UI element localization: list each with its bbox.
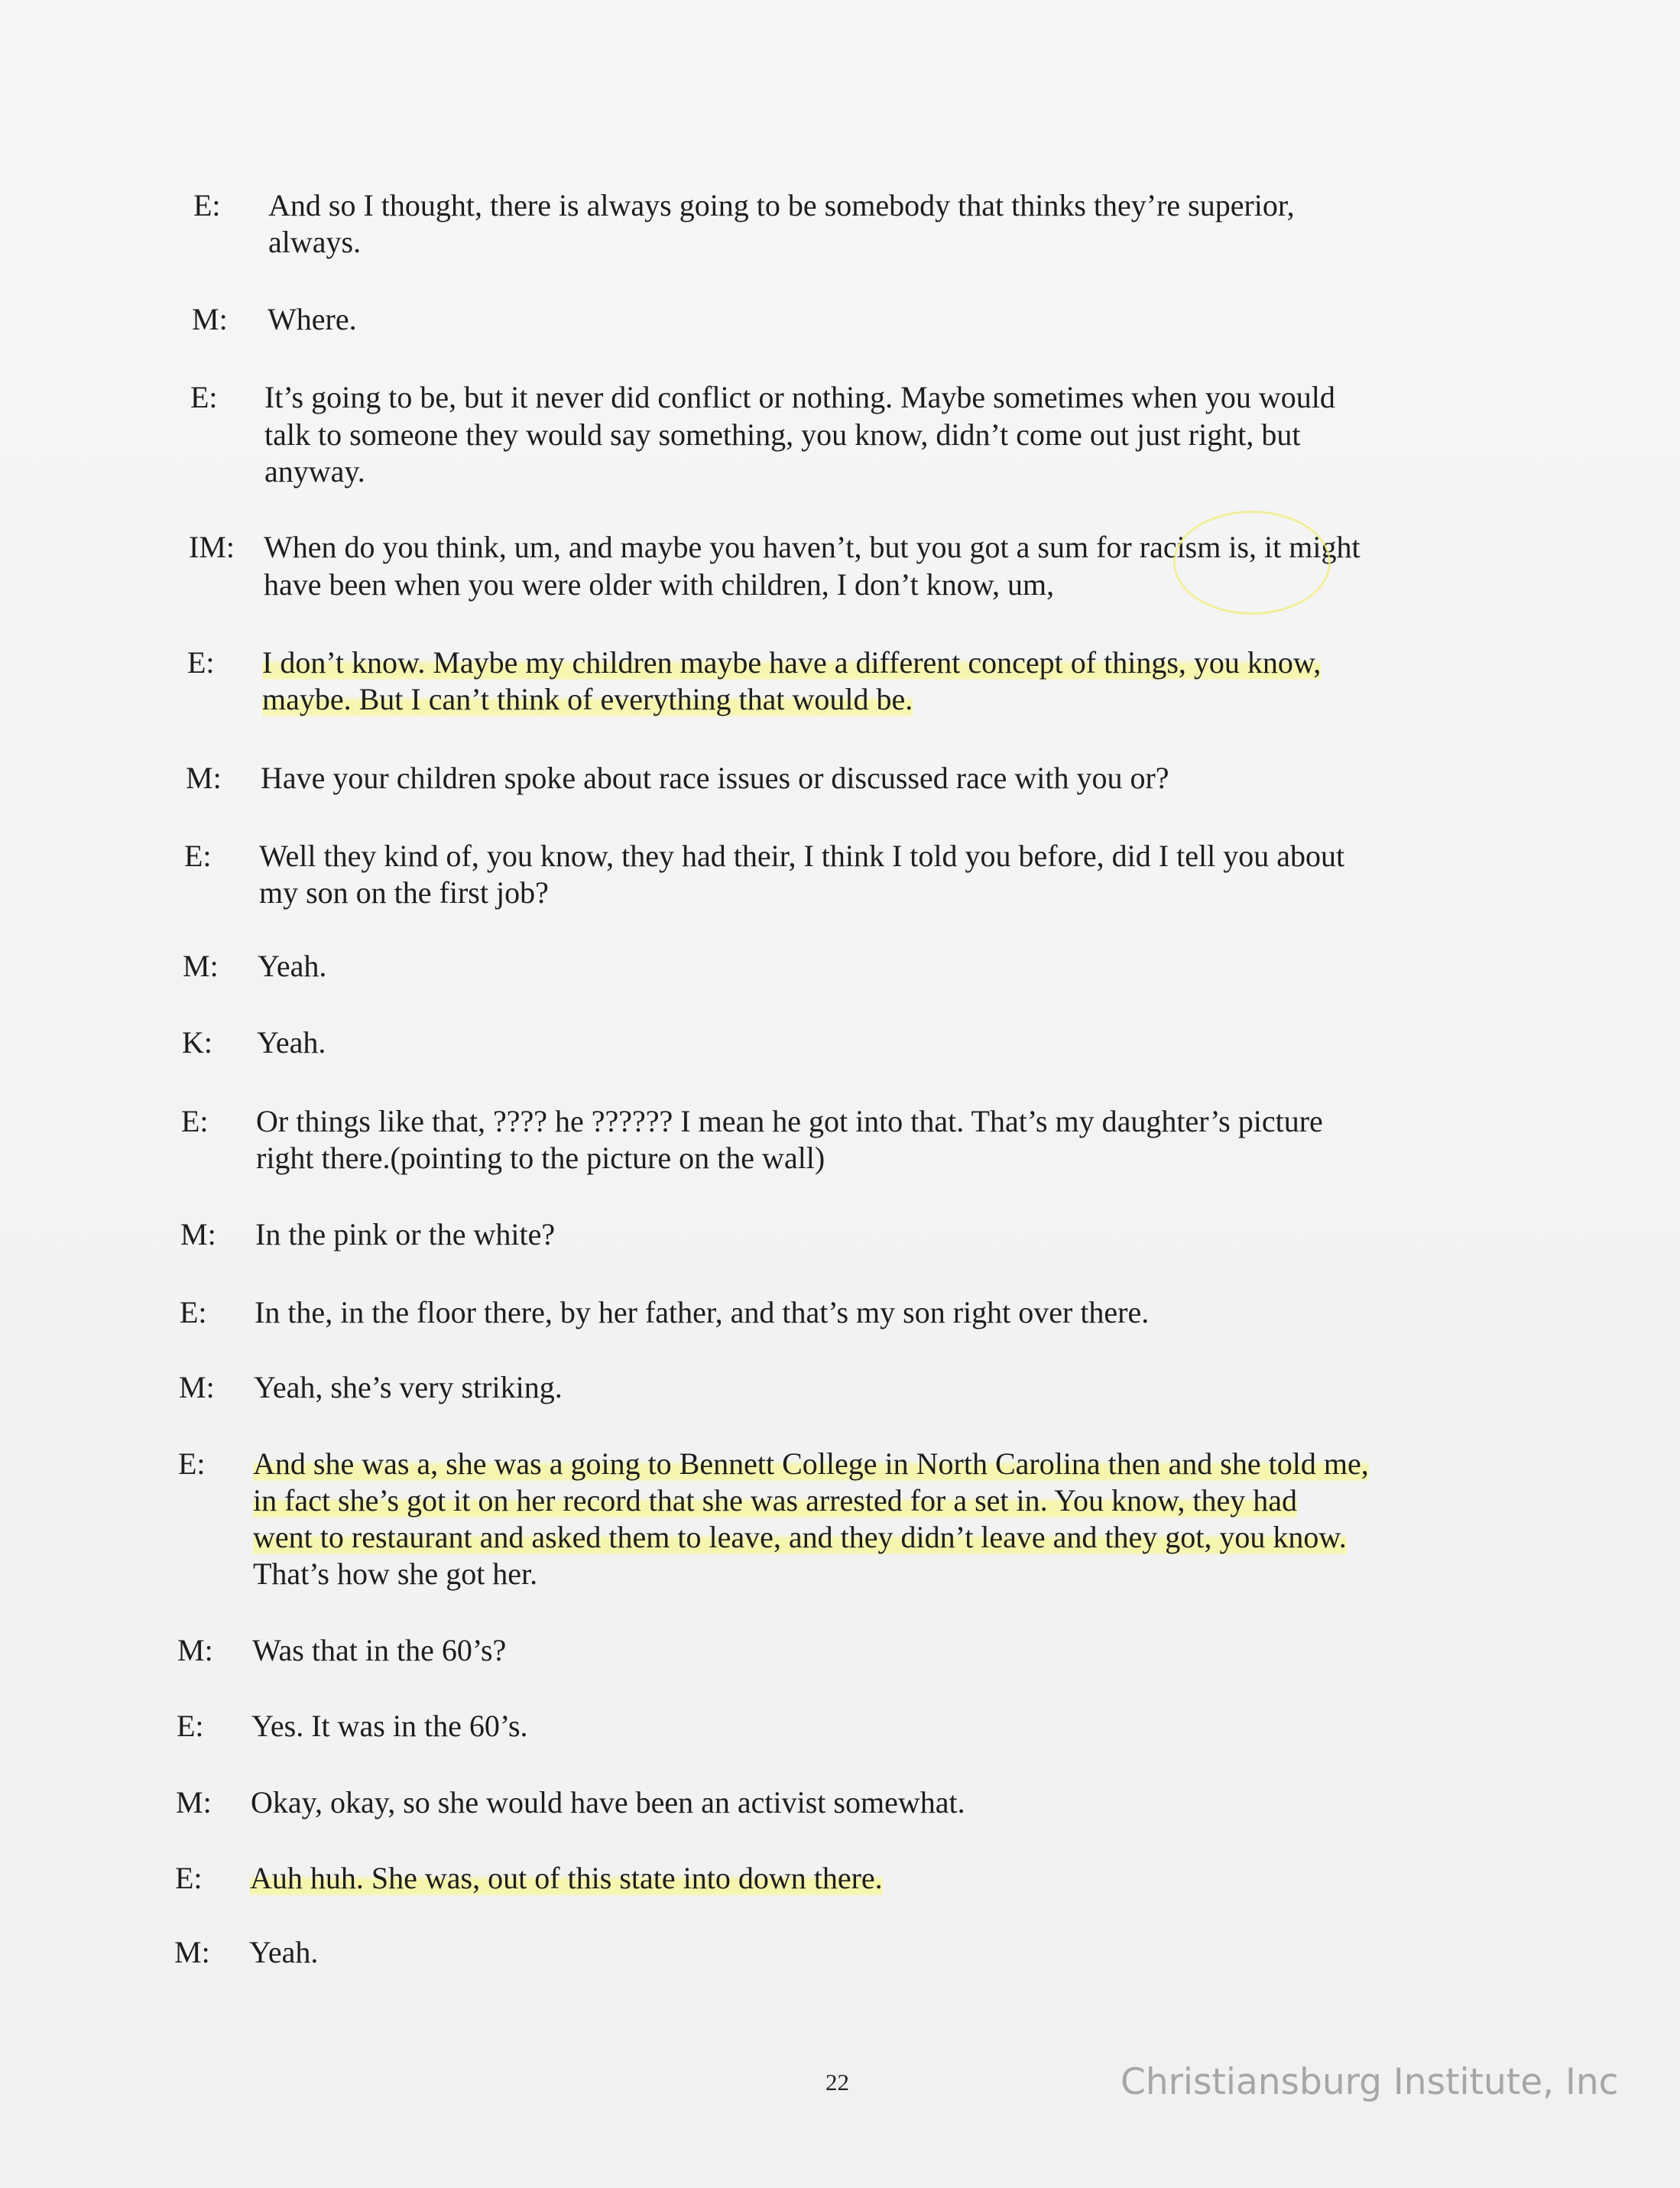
speaker-label: E: <box>190 380 218 414</box>
transcript-entry <box>190 379 1505 490</box>
utterance-line: right there.(pointing to the picture on the wall) <box>256 1141 825 1175</box>
transcript-entry <box>182 1024 641 1063</box>
utterance-line: anyway. <box>264 454 365 489</box>
transcript-entry <box>193 187 1493 264</box>
transcript-entry <box>187 644 1517 721</box>
utterance-line: In the pink or the white? <box>255 1217 556 1251</box>
utterance-line: I don’t know. Maybe my children maybe have a different concept of things, you know, <box>262 645 1322 680</box>
speaker-label: E: <box>193 188 221 222</box>
speaker-label: E: <box>184 839 212 873</box>
utterance-line: Yes. It was in the 60’s. <box>251 1709 528 1743</box>
utterance-line: maybe. But I can’t think of everything that would be. <box>262 682 913 716</box>
utterance-line: Where. <box>268 302 357 336</box>
speaker-label: IM: <box>189 530 235 564</box>
transcript-entry <box>184 838 1514 914</box>
speaker-label: M: <box>180 1217 216 1251</box>
pen-circle-mark <box>1173 511 1331 615</box>
transcript-entry <box>177 1632 865 1670</box>
transcript-entry <box>175 1860 1169 1898</box>
transcript-entry <box>178 1446 1523 1599</box>
page-number: 22 <box>825 2069 849 2095</box>
transcript-entry <box>179 1369 943 1407</box>
transcript-entry <box>180 1216 945 1255</box>
transcript-entry <box>192 301 1491 339</box>
utterance-line: Have your children spoke about race issues or discussed race with you or? <box>261 761 1169 795</box>
utterance-line: Auh huh. She was, out of this state into down there. <box>250 1861 883 1895</box>
utterance-line: Or things like that, ???? he ?????? I mean he got into that. That’s my daughter’s picture <box>256 1104 1323 1138</box>
utterance-line: always. <box>268 225 362 259</box>
speaker-label: E: <box>177 1709 204 1743</box>
speaker-label: E: <box>181 1104 209 1138</box>
utterance-line: And she was a, she was a going to Bennett College in North Carolina then and she told me, <box>253 1446 1369 1481</box>
speaker-label: M: <box>176 1785 212 1820</box>
utterance-line: talk to someone they would say something, you know, didn’t come out just right, but <box>264 417 1301 452</box>
utterance-line: Okay, okay, so she would have been an activist somewhat. <box>251 1785 965 1820</box>
transcript-entry <box>177 1708 864 1746</box>
speaker-label: M: <box>179 1370 215 1404</box>
speaker-label: M: <box>177 1633 213 1667</box>
utterance-line: Yeah. <box>258 949 327 983</box>
speaker-label: E: <box>180 1295 207 1329</box>
speaker-label: M: <box>186 761 222 795</box>
transcript-entry <box>183 948 641 986</box>
utterance-line: That’s how she got her. <box>253 1557 538 1591</box>
utterance-line: Yeah. <box>257 1025 326 1060</box>
speaker-label: M: <box>183 949 219 983</box>
transcript-entry <box>181 1103 1511 1180</box>
speaker-label: E: <box>178 1446 206 1481</box>
utterance-line: And so I thought, there is always going to be somebody that thinks they’re superior, <box>268 188 1295 222</box>
utterance-line: In the, in the floor there, by her father, and that’s my son right over there. <box>255 1295 1150 1329</box>
transcript-entry <box>180 1294 1510 1333</box>
speaker-label: K: <box>182 1025 212 1060</box>
utterance-line: my son on the first job? <box>259 875 549 910</box>
utterance-line: in fact she’s got it on her record that she was arrested for a set in. You know, they had <box>253 1483 1297 1518</box>
utterance-line: Yeah, she’s very striking. <box>254 1370 563 1404</box>
watermark-text: Christiansburg Institute, Inc <box>1121 2061 1619 2103</box>
transcript-entry <box>174 1934 633 1972</box>
utterance-line: It’s going to be, but it never did conflict or nothing. Maybe sometimes when you would <box>264 380 1335 414</box>
utterance-line: have been when you were older with children, I don’t know, um, <box>264 567 1055 602</box>
utterance-line: Well they kind of, you know, they had their, I think I told you before, did I tell you about <box>259 839 1345 873</box>
transcript-entry <box>186 760 1500 798</box>
utterance-line: When do you think, um, and maybe you haven’t, but you got a sum for racism is, it might <box>264 530 1361 564</box>
utterance-line: Yeah. <box>249 1935 319 1969</box>
speaker-label: M: <box>192 302 228 336</box>
speaker-label: E: <box>175 1861 203 1895</box>
transcript-entry <box>176 1784 1169 1823</box>
utterance-line: Was that in the 60’s? <box>252 1633 507 1667</box>
speaker-label: M: <box>174 1935 210 1969</box>
speaker-label: E: <box>187 645 215 680</box>
utterance-line: went to restaurant and asked them to leave, and they didn’t leave and they got, you know. <box>253 1520 1347 1554</box>
